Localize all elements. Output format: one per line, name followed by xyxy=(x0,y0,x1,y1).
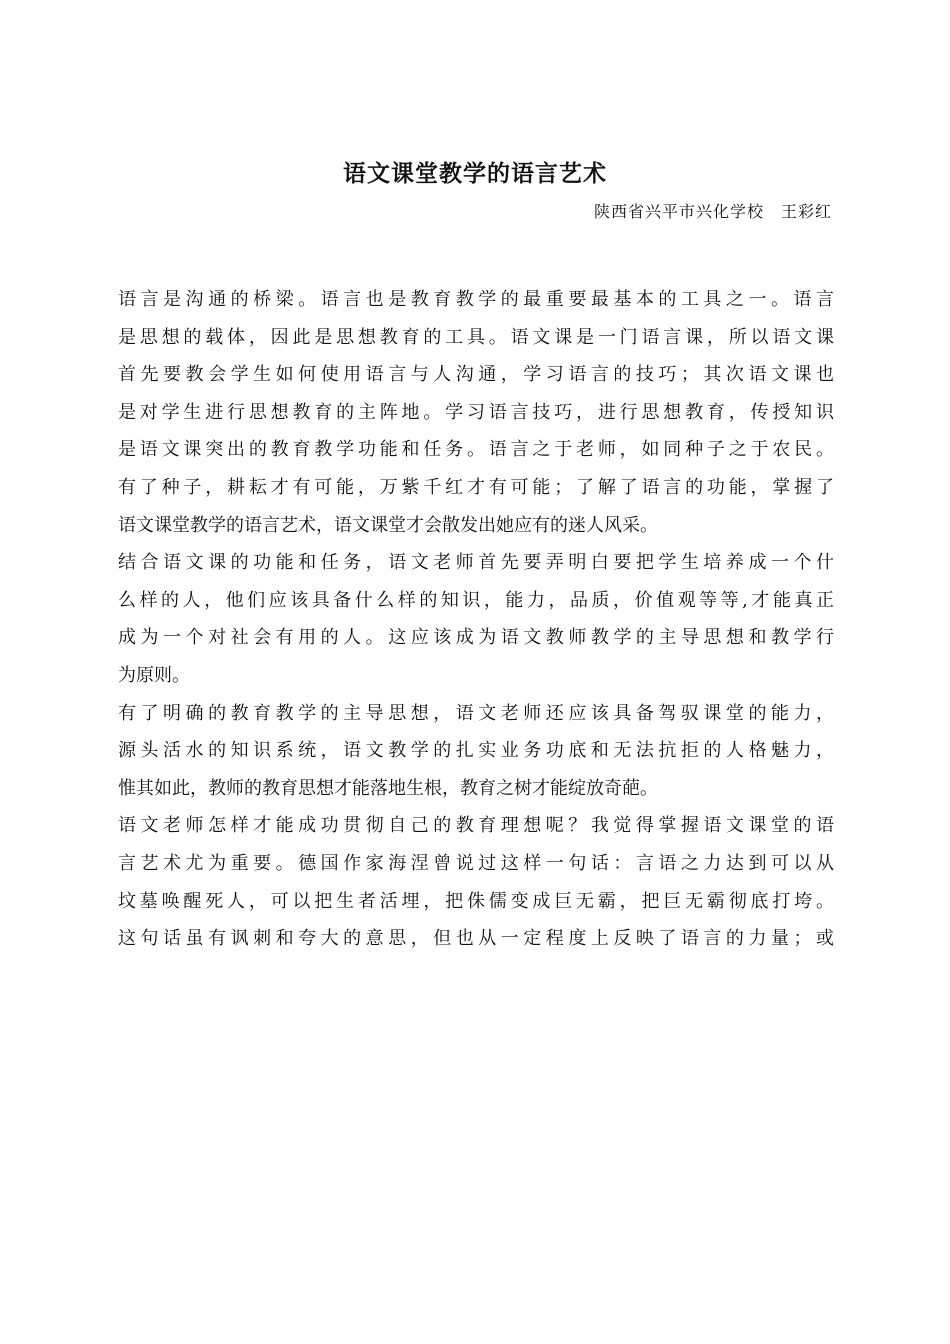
text-line: 是语文课突出的教育教学功能和任务。语言之于老师，如同种子之于农民。 xyxy=(118,439,834,461)
text-line: 有了明确的教育教学的主导思想，语文老师还应该具备驾驭课堂的能力， xyxy=(118,702,834,724)
text-line: 是思想的载体，因此是思想教育的工具。语文课是一门语言课，所以语文课 xyxy=(118,326,834,348)
document-title: 语文课堂教学的语言艺术 xyxy=(343,161,607,187)
text-line: 语文老师怎样才能成功贯彻自己的教育理想呢？我觉得掌握语文课堂的语 xyxy=(118,815,834,837)
text-line: 结合语文课的功能和任务，语文老师首先要弄明白要把学生培养成一个什 xyxy=(118,552,834,574)
text-line: 语言是沟通的桥梁。语言也是教育教学的最重要最基本的工具之一。语言 xyxy=(118,289,834,310)
text-line: 语文课堂教学的语言艺术，语文课堂才会散发出她应有的迷人风采。 xyxy=(118,514,658,536)
text-line: 坟墓唤醒死人，可以把生者活埋，把侏儒变成巨无霸，把巨无霸彻底打垮。 xyxy=(118,890,834,912)
text-line: 有了种子，耕耘才有可能，万紫千红才有可能；了解了语言的功能，掌握了 xyxy=(118,476,834,498)
text-line: 这句话虽有讽刺和夸大的意思，但也从一定程度上反映了语言的力量；或 xyxy=(118,928,834,950)
text-line: 言艺术尤为重要。德国作家海涅曾说过这样一句话：言语之力达到可以从 xyxy=(118,852,834,874)
text-line: 为原则。 xyxy=(118,664,190,686)
text-line: 惟其如此，教师的教育思想才能落地生根，教育之树才能绽放奇葩。 xyxy=(118,777,658,799)
text-line: 是对学生进行思想教育的主阵地。学习语言技巧，进行思想教育，传授知识 xyxy=(118,401,834,423)
text-line: 源头活水的知识系统，语文教学的扎实业务功底和无法抗拒的人格魅力， xyxy=(118,740,834,762)
author-line: 陕西省兴平市兴化学校 王彩红 xyxy=(593,202,832,221)
text-line: 成为一个对社会有用的人。这应该成为语文教师教学的主导思想和教学行 xyxy=(118,627,834,649)
text-line: 么样的人，他们应该具备什么样的知识，能力，品质，价值观等等,才能真正 xyxy=(118,589,834,611)
document-body xyxy=(118,281,834,958)
text-line: 首先要教会学生如何使用语言与人沟通，学习语言的技巧；其次语文课也 xyxy=(118,364,834,386)
